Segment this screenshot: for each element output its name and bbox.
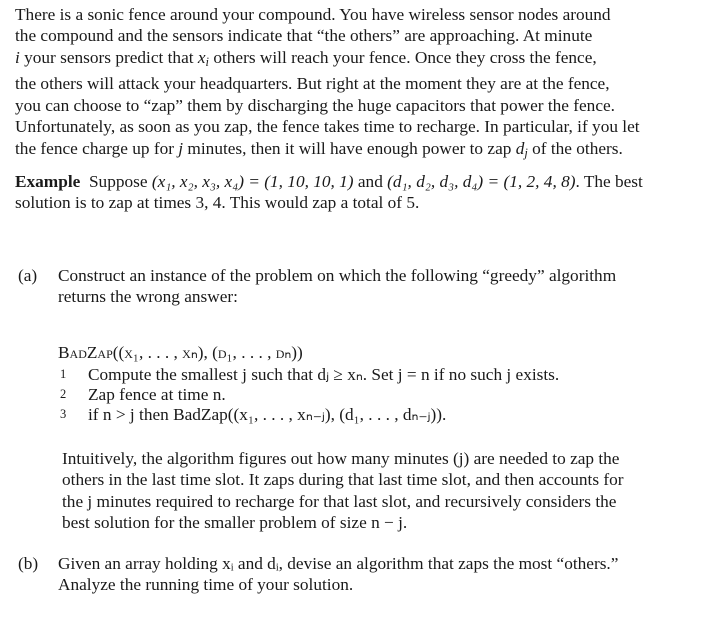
example-tuple-d: (d₁, d₂, d₃, d₄) = (1, 2, 4, 8) (387, 172, 576, 191)
algo-line-number: 1 (60, 367, 67, 381)
part-b-line-2: Analyze the running time of your solution. (58, 575, 354, 595)
algo-line-1: Compute the smallest j such that dⱼ ≥ xₙ. Set j = n if no such j exists. (88, 365, 560, 384)
part-a-line-1: Construct an instance of the problem on which the following “greedy” algorithm (58, 266, 617, 285)
example-tuple-x: (x₁, x₂, x₃, x₄) = (1, 10, 10, 1) (151, 172, 354, 191)
intro-line-1: There is a sonic fence around your compound. You have wireless sensor nodes around (15, 5, 611, 24)
example-label: Example (15, 172, 81, 191)
algorithm-explanation (62, 448, 682, 534)
algo-line-2: Zap fence at time n. (88, 385, 226, 404)
intro-line-7: the fence charge up for j minutes, then it will have enough power to zap $d_j$ of the others. (15, 138, 623, 160)
algorithm-header: BadZap((x₁, . . . , xₙ), (d₁, . . . , dₙ)) (58, 343, 303, 362)
part-b-prompt (58, 553, 682, 596)
expl-line-4: best solution for the smaller problem of size n − j. (62, 513, 408, 533)
intro-line-3: i your sensors predict that $x_i$ others will reach your fence. Once they cross the fence, (15, 47, 597, 69)
example-paragraph (15, 171, 680, 214)
part-a-prompt (58, 265, 680, 308)
part-b-line-1: Given an array holding xᵢ and dᵢ, devise an algorithm that zaps the most “others.” (58, 554, 619, 573)
part-b-label: (b) (18, 554, 39, 573)
expl-line-3: the j minutes required to recharge for that last slot, and recursively considers the (62, 491, 617, 511)
part-a-line-2: returns the wrong answer: (58, 287, 238, 307)
part-a-label: (a) (18, 266, 38, 285)
example-line-2: solution is to zap at times 3, 4. This would zap a total of 5. (15, 193, 420, 213)
intro-line-4: the others will attack your headquarters. But right at the moment they are at the fence, (15, 74, 610, 94)
intro-line-2: the compound and the sensors indicate that “the others” are approaching. At minute (15, 26, 593, 46)
expl-line-1: Intuitively, the algorithm figures out how many minutes (j) are needed to zap the (62, 449, 620, 468)
algo-line-number: 2 (60, 387, 67, 401)
intro-line-6: Unfortunately, as soon as you zap, the fence takes time to recharge. In particular, if you let (15, 117, 640, 137)
intro-line-5: you can choose to “zap” them by discharging the huge capacitors that power the fence. (15, 95, 615, 115)
algo-line-number: 3 (60, 407, 67, 421)
expl-line-2: others in the last time slot. It zaps during that last time slot, and then accounts for (62, 470, 624, 490)
intro-paragraph (15, 4, 680, 164)
algo-line-3: if n > j then BadZap((x₁, . . . , xₙ₋ⱼ), (d₁, . . . , dₙ₋ⱼ)). (88, 405, 447, 424)
example-line-1: Example Suppose (x₁, x₂, x₃, x₄) = (1, 10, 10, 1) and (d₁, d₂, d₃, d₄) = (1, 2, 4, 8). The best (15, 172, 643, 191)
